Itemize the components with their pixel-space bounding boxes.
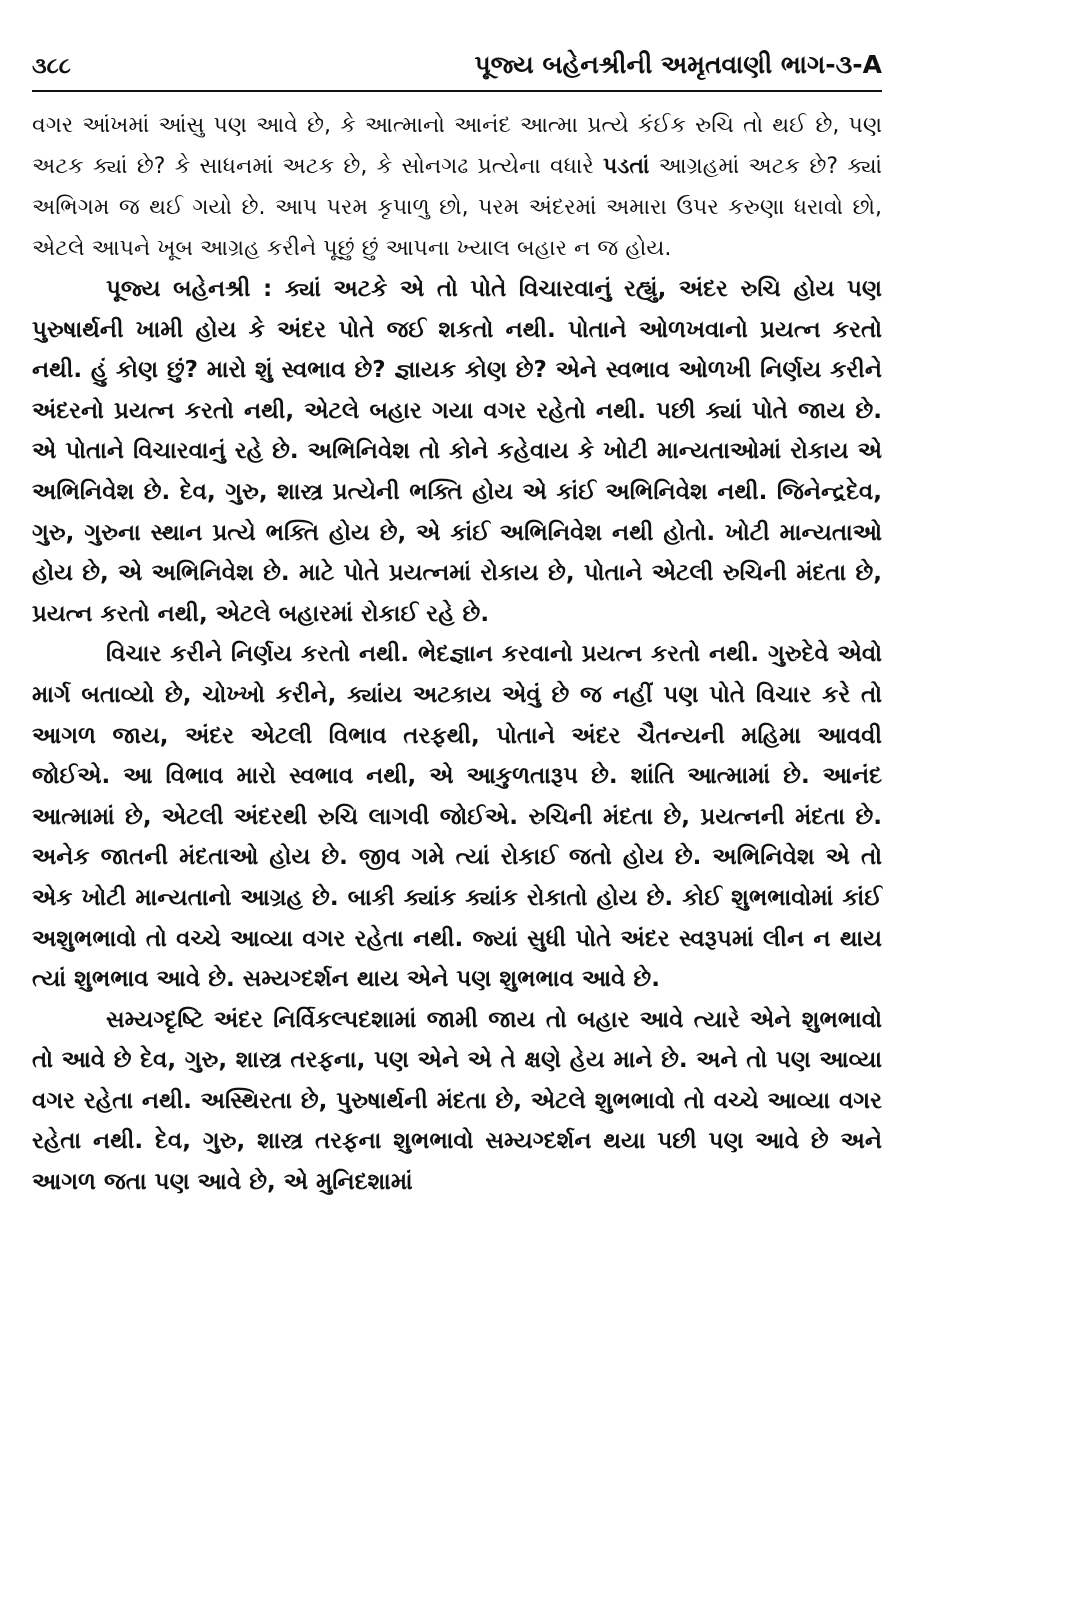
header-rule — [32, 90, 882, 92]
question-paragraph — [32, 105, 882, 269]
page-number: ૩૮૮ — [32, 54, 71, 79]
question-text-before: વગર આંખમાં આંસુ પણ આવે છે, કે આત્માનો આનંદ આત્મા પ્રત્યે કંઈક રુચિ તો થઈ છે, પણ અટક ક્યાં છે? કે સાધનમાં અટક છે, કે સોનગઢ પ્રત્યેના વધારે — [32, 113, 882, 179]
answer-text-1: ક્યાં અટકે એ તો પોતે વિચારવાનું રહ્યું, અંદર રુચિ હોય પણ પુરુષાર્થની ખામી હોય કે અંદર પોતે જઈ શકતો નથી. પોતાને ઓળખવાનો પ્રયત્ન કરતો નથી. હું કોણ છું? મારો શું સ્વભાવ છે? જ્ઞાયક કોણ છે? એને સ્વભાવ ઓળખી નિર્ણય કરીને અંદરનો પ્રયત્ન કરતો નથી, એટલે બહાર ગયા વગર રહેતો નથી. પછી ક્યાં પોતે જાય છે. એ પોતાને વિચારવાનું રહે છે. અભિનિવેશ તો કોને કહેવાય કે ખોટી માન્યતાઓમાં રોકાય એ અભિનિવેશ છે. દેવ, ગુરુ, શાસ્ત્ર પ્રત્યેની ભક્તિ હોય એ કાંઈ અભિનિવેશ નથી. જિનેન્દ્રદેવ, ગુરુ, ગુરુના સ્થાન પ્રત્યે ભક્તિ હોય છે, એ કાંઈ અભિનિવેશ નથી હોતો. ખોટી માન્યતાઓ હોય છે, એ અભિનિવેશ છે. માટે પોતે પ્રયત્નમાં રોકાય છે, પોતાને એટલી રુચિની મંદતા છે, પ્રયત્ન કરતો નથી, એટલે બહારમાં રોકાઈ રહે છે. — [32, 276, 882, 627]
answer-paragraph-2: વિચાર કરીને નિર્ણય કરતો નથી. ભેદજ્ઞાન કરવાનો પ્રયત્ન કરતો નથી. ગુરુદેવે એવો માર્ગ બતાવ્યો છે, ચોખ્ખો કરીને, ક્યાંય અટકાય એવું છે જ નહીં પણ પોતે વિચાર કરે તો આગળ જાય, અંદર એટલી વિભાવ તરફથી, પોતાને અંદર ચૈતન્યની મહિમા આવવી જોઈએ. આ વિભાવ મારો સ્વભાવ નથી, એ આકુળતારૂપ છે. શાંતિ આત્મામાં છે. આનંદ આત્મામાં છે, એટલી અંદરથી રુચિ લાગવી જોઈએ. રુચિની મંદતા છે, પ્રયત્નની મંદતા છે. અનેક જાતની મંદતાઓ હોય છે. જીવ ગમે ત્યાં રોકાઈ જતો હોય છે. અભિનિવેશ એ તો એક ખોટી માન્યતાનો આગ્રહ છે. બાકી ક્યાંક ક્યાંક રોકાતો હોય છે. કોઈ શુભભાવોમાં કાંઈ અશુભભાવો તો વચ્ચે આવ્યા વગર રહેતા નથી. જ્યાં સુધી પોતે અંદર સ્વરૂપમાં લીન ન થાય ત્યાં શુભભાવ આવે છે. સમ્યગ્દર્શન થાય એને પણ શુભભાવ આવે છે. — [32, 641, 882, 993]
speaker-label: પૂજ્ય બહેનશ્રી : — [106, 276, 273, 302]
question-text-after: આગ્રહમાં અટક છે? ક્યાં અભિગમ જ થઈ ગયો છે. આપ પરમ કૃપાળુ છો, પરમ અંદરમાં અમારા ઉપર કરુણા ધરાવો છો, એટલે આપને ખૂબ આગ્રહ કરીને પૂછું છું આપના ખ્યાલ બહાર ન જ હોય. — [32, 154, 882, 261]
running-title: પૂજ્ય બહેનશ્રીની અમૃતવાણી ભાગ-૩-A — [474, 50, 882, 79]
answer-paragraph-3: સમ્યગ્દૃષ્ટિ અંદર નિર્વિકલ્પદશામાં જામી જાય તો બહાર આવે ત્યારે એને શુભભાવો તો આવે છે દેવ, ગુરુ, શાસ્ત્ર તરફના, પણ એને એ તે ક્ષણે હેય માને છે. અને તો પણ આવ્યા વગર રહેતા નથી. અસ્થિરતા છે, પુરુષાર્થની મંદતા છે, એટલે શુભભાવો તો વચ્ચે આવ્યા વગર રહેતા નથી. દેવ, ગુરુ, શાસ્ત્ર તરફના શુભભાવો સમ્યગ્દર્શન થયા પછી પણ આવે છે અને આગળ જતા પણ આવે છે, એ મુનિદશામાં — [32, 1006, 882, 1196]
page-header — [32, 50, 882, 94]
question-emphasis: પડતાં — [603, 154, 650, 179]
answer-paragraph-1 — [32, 269, 882, 634]
page-body — [32, 105, 882, 1203]
